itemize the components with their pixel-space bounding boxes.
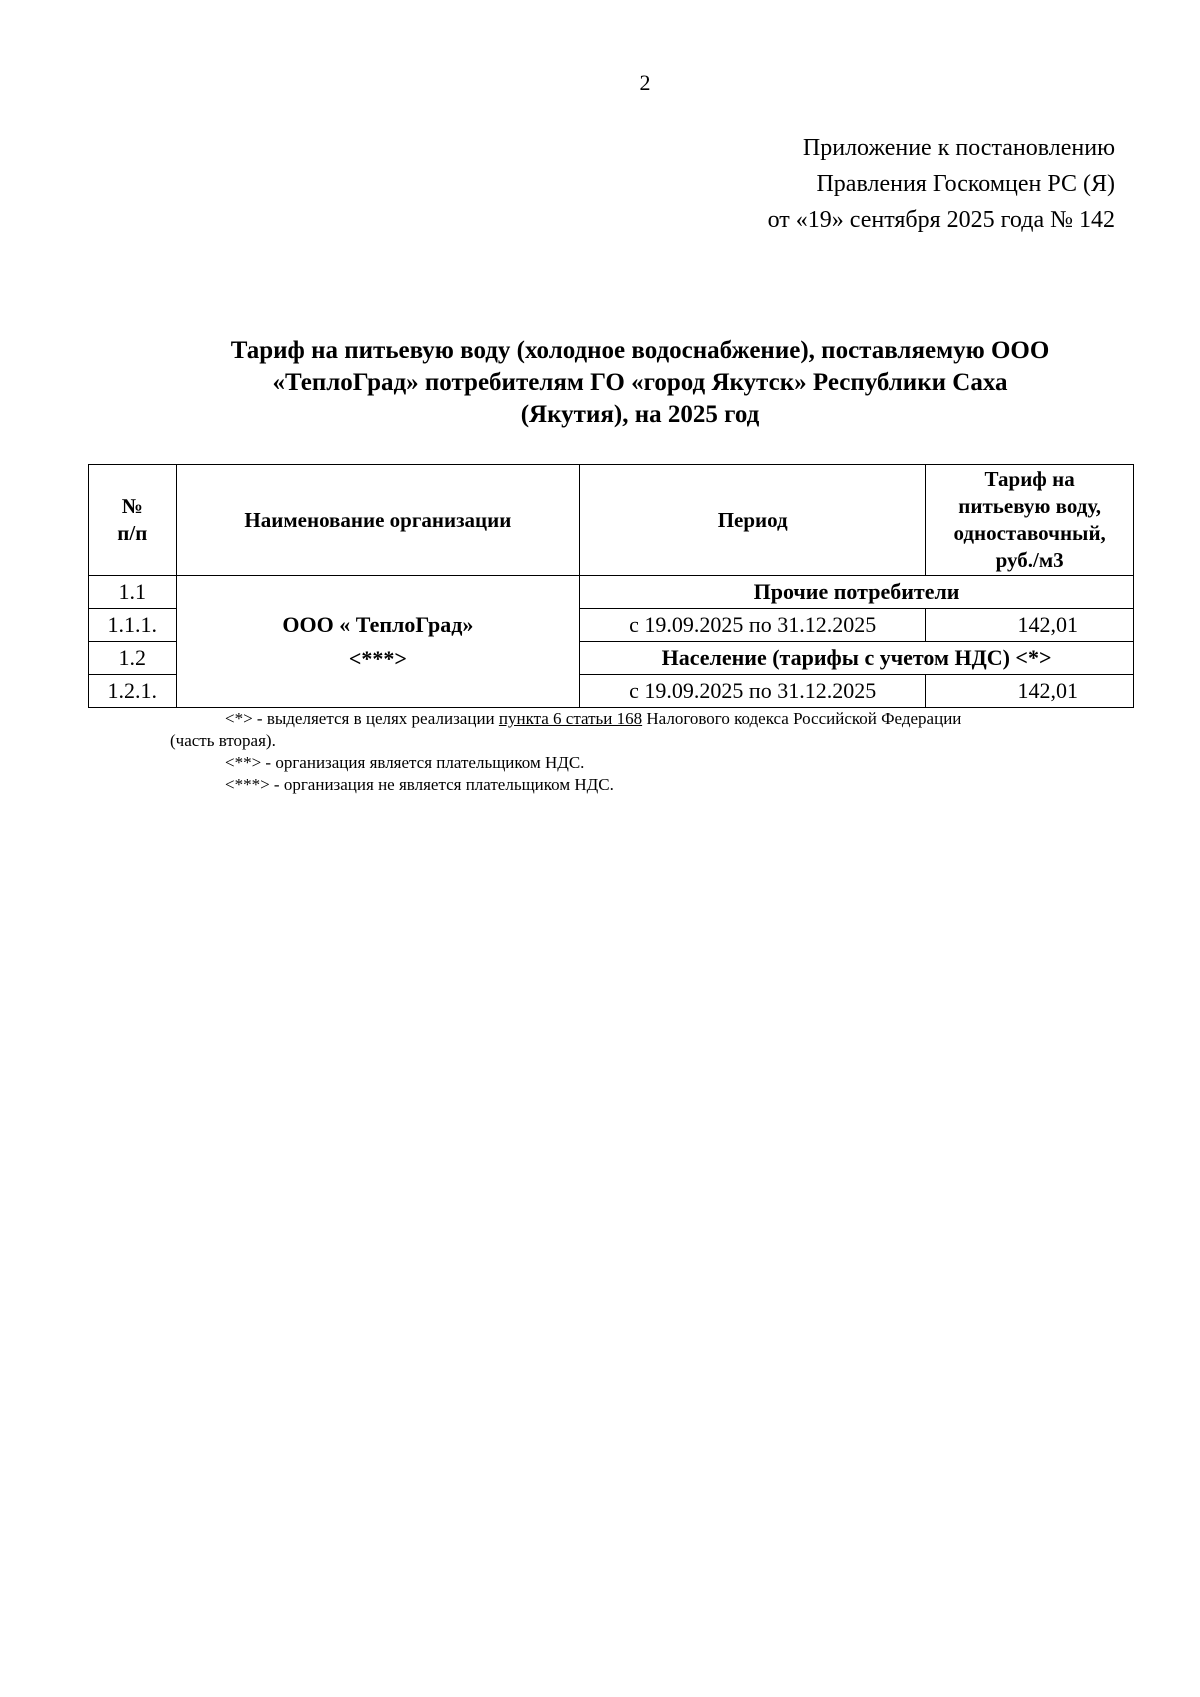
law-reference-link[interactable]: пункта 6 статьи 168 [498,709,643,728]
title-line: (Якутия), на 2025 год [520,401,760,428]
header-period: Период [580,465,926,576]
footnote-text: Налогового кодекса Российской Федерации [642,709,962,728]
section-title: Прочие потребители [580,576,1134,609]
row-number: 1.2.1. [89,675,177,708]
appendix-line: от «19» сентября 2025 года № 142 [767,207,1115,233]
appendix-header [768,130,1115,238]
tariff-table [88,464,1134,708]
row-number: 1.2 [89,642,177,675]
row-tariff: 142,01 [926,609,1134,642]
table-header-row [89,465,1134,576]
header-tariff-line: питьевую воду, [958,494,1101,518]
org-name: ООО « ТеплоГрад» [282,611,474,637]
org-name-cell [176,576,580,708]
footnote-2: <**> - организация является плательщиком НДС. [225,753,585,772]
page-number: 2 [639,70,651,95]
header-number [89,465,177,576]
table-row [89,576,1134,609]
footnote-3: <***> - организация не является плательщиком НДС. [225,775,614,794]
row-tariff: 142,01 [926,675,1134,708]
appendix-line: Приложение к постановлению [802,135,1115,161]
header-number-line: п/п [117,521,148,545]
header-tariff [926,465,1134,576]
row-number: 1.1.1. [89,609,177,642]
header-number-line: № [121,494,143,518]
section-title: Население (тарифы с учетом НДС) <*> [580,642,1134,675]
header-tariff-line: Тариф на [984,467,1075,491]
footnote-text: <*> - выделяется в целях реализации [225,709,499,728]
row-period: с 19.09.2025 по 31.12.2025 [580,609,926,642]
footnote-1-continuation: (часть вторая). [170,731,276,750]
footnotes [170,708,1120,796]
title-line: Тариф на питьевую воду (холодное водоснабжение), поставляемую ООО [230,337,1050,364]
appendix-line: Правления Госкомцен РС (Я) [816,171,1115,197]
footnote-1 [170,708,1120,730]
title-line: «ТеплоГрад» потребителям ГО «город Якутск» Республики Саха [272,369,1008,396]
org-mark: <***> [348,645,407,671]
header-org: Наименование организации [176,465,580,576]
document-title [160,335,1120,431]
row-number: 1.1 [89,576,177,609]
row-period: с 19.09.2025 по 31.12.2025 [580,675,926,708]
header-tariff-line: руб./м3 [995,548,1064,572]
header-tariff-line: одноставочный, [953,521,1106,545]
